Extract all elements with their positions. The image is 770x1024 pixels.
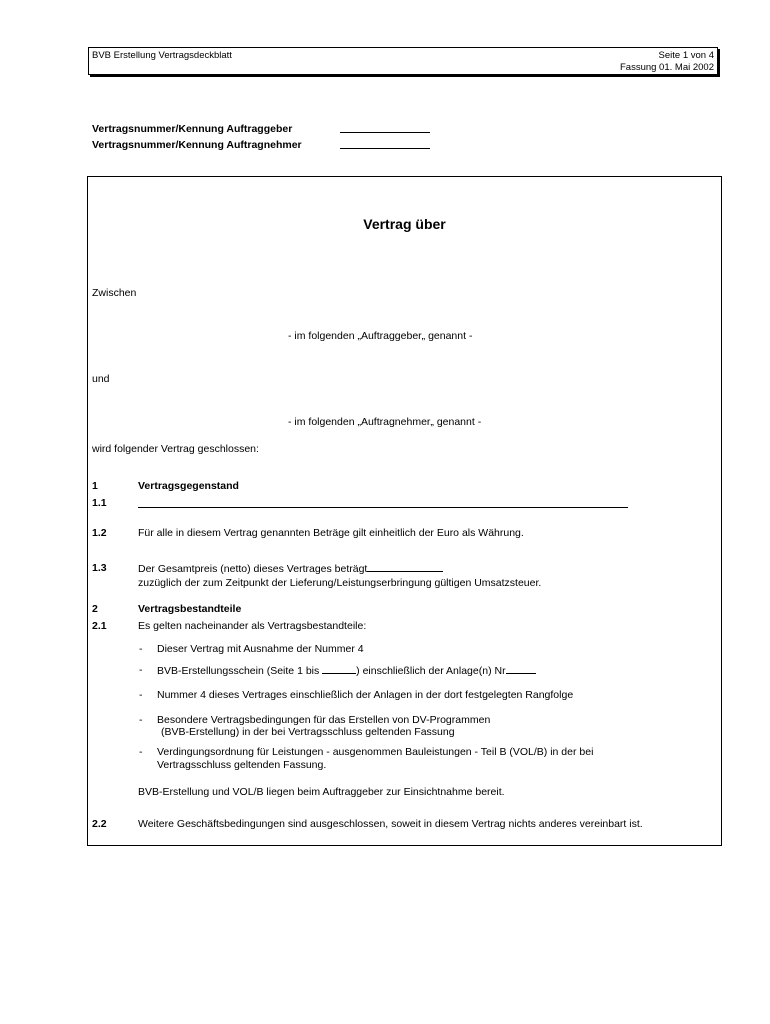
contract-id-block xyxy=(92,121,430,153)
contractor-contract-id-label: Vertragsnummer/Kennung Auftragnehmer xyxy=(92,139,302,151)
contractor-contract-id-row xyxy=(92,137,430,153)
section-2-1-number: 2.1 xyxy=(92,620,107,632)
bullet-2-text-b: ) einschließlich der Anlage(n) Nr xyxy=(356,665,506,677)
between-label: Zwischen xyxy=(92,287,137,299)
page-range-field[interactable] xyxy=(322,663,356,674)
header-version: Fassung 01. Mai 2002 xyxy=(619,62,714,73)
contract-concluded-text: wird folgender Vertrag geschlossen: xyxy=(92,443,259,455)
section-1-2-number: 1.2 xyxy=(92,527,107,539)
contract-title: Vertrag über xyxy=(363,216,446,232)
bullet-4-text-a: Besondere Vertragsbedingungen für das Erstellen von DV-Programmen xyxy=(157,714,491,726)
section-1-3-number: 1.3 xyxy=(92,562,107,574)
client-contract-id-field[interactable] xyxy=(340,121,430,133)
contractor-contract-id-field[interactable] xyxy=(340,137,430,149)
header-page-number: Seite 1 von 4 xyxy=(658,50,714,61)
section-1-3-price-line xyxy=(138,561,443,576)
section-1-3-text-b: zuzüglich der zum Zeitpunkt der Lieferung/Leistungserbringung gültigen Umsatzsteuer. xyxy=(138,577,542,589)
bullet-dash-2: - xyxy=(139,664,143,676)
total-price-field[interactable] xyxy=(367,561,443,572)
and-label: und xyxy=(92,373,110,385)
client-contract-id-label: Vertragsnummer/Kennung Auftraggeber xyxy=(92,123,293,135)
contract-frame xyxy=(87,176,722,846)
bullet-dash-3: - xyxy=(139,689,143,701)
header-document-name: BVB Erstellung Vertragsdeckblatt xyxy=(92,50,232,61)
bullet-4-text-b: (BVB-Erstellung) in der bei Vertragsschluss geltenden Fassung xyxy=(161,726,455,738)
section-2-number: 2 xyxy=(92,603,98,615)
section-2-title: Vertragsbestandteile xyxy=(138,603,242,615)
section-2-2-text: Weitere Geschäftsbedingungen sind ausgeschlossen, soweit in diesem Vertrag nichts anderes vereinbart ist. xyxy=(138,818,643,830)
header-page-info xyxy=(620,50,714,74)
section-1-1-subject-line[interactable] xyxy=(138,497,628,508)
section-1-1-number: 1.1 xyxy=(92,497,107,509)
section-1-number: 1 xyxy=(92,480,98,492)
section-2-1-text: Es gelten nacheinander als Vertragsbestandteile: xyxy=(138,620,367,632)
bullet-dash-4: - xyxy=(139,714,143,726)
bullet-2-line xyxy=(157,663,536,678)
bullet-5-text-b: Vertragsschluss geltenden Fassung. xyxy=(157,759,327,771)
contractor-designation: - im folgenden „Auftragnehmer„ genannt - xyxy=(288,416,482,428)
attachment-number-field[interactable] xyxy=(506,663,536,674)
client-contract-id-row xyxy=(92,121,430,137)
section-1-title: Vertragsgegenstand xyxy=(138,480,239,492)
bullet-3-text: Nummer 4 dieses Vertrages einschließlich der Anlagen in der dort festgelegten Rangfolge xyxy=(157,689,574,701)
bullet-5-text-a: Verdingungsordnung für Leistungen - ausgenommen Bauleistungen - Teil B (VOL/B) in der bei xyxy=(157,746,594,758)
bullet-2-text-a: BVB-Erstellungsschein (Seite 1 bis xyxy=(157,665,323,677)
section-1-2-text: Für alle in diesem Vertrag genannten Beträge gilt einheitlich der Euro als Währung. xyxy=(138,527,524,539)
section-2-2-number: 2.2 xyxy=(92,818,107,830)
section-2-1-note: BVB-Erstellung und VOL/B liegen beim Auftraggeber zur Einsichtnahme bereit. xyxy=(138,786,505,798)
client-designation: - im folgenden „Auftraggeber„ genannt - xyxy=(288,330,473,342)
section-1-3-text-a: Der Gesamtpreis (netto) dieses Vertrages beträgt xyxy=(138,563,368,575)
bullet-dash-5: - xyxy=(139,746,143,758)
bullet-dash-1: - xyxy=(139,643,143,655)
bullet-1-text: Dieser Vertrag mit Ausnahme der Nummer 4 xyxy=(157,643,364,655)
page-header xyxy=(88,47,718,75)
